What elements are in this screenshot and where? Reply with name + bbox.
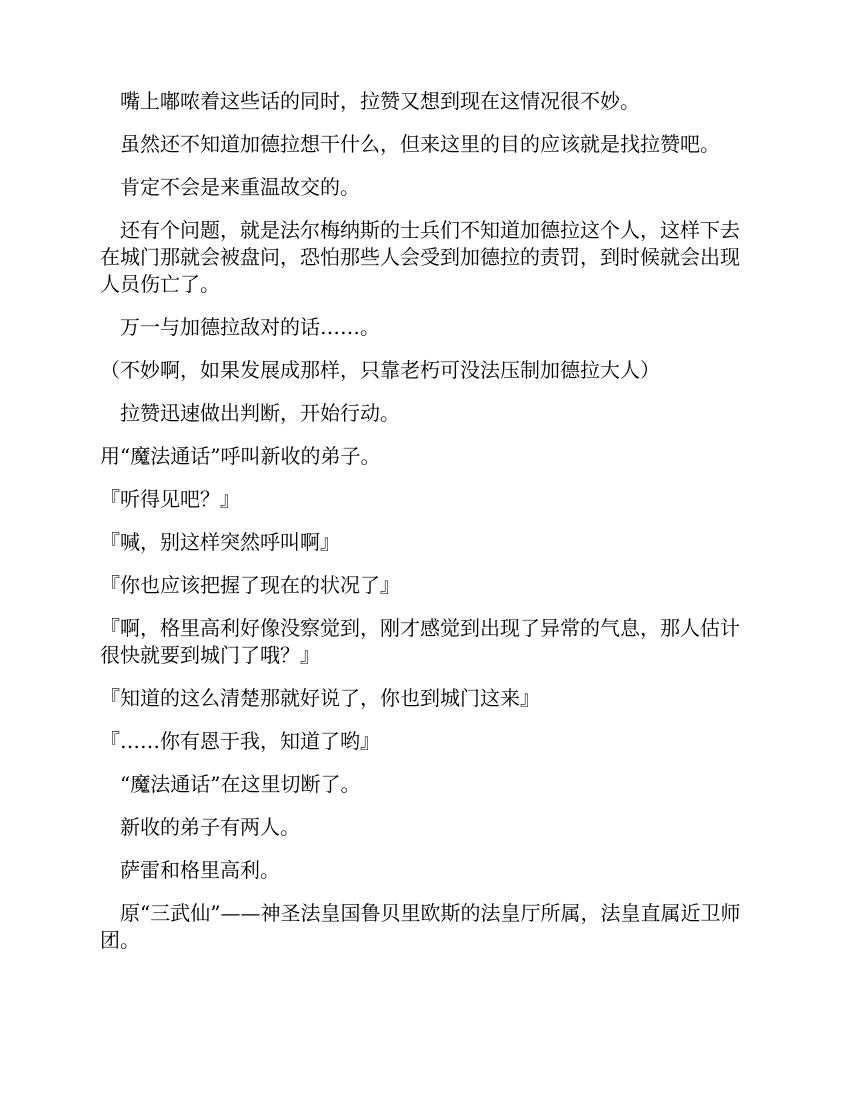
paragraph-7: 拉赞迅速做出判断，开始行动。 <box>120 401 400 425</box>
dialogue-line-4: 『啊，格里高利好像没察觉到，刚才感觉到出现了异常的气息，那人估计很快就要到城门了哦？』 <box>100 616 740 667</box>
dialogue-line-3: 『你也应该把握了现在的状况了』 <box>100 573 400 597</box>
paragraph-15: “魔法通话”在这里切断了。 <box>120 772 361 796</box>
dialogue-line-6: 『……你有恩于我，知道了哟』 <box>100 729 380 753</box>
paragraph-8: 用“魔法通话”呼叫新收的弟子。 <box>100 444 381 468</box>
dialogue-line-5: 『知道的这么清楚那就好说了，你也到城门这来』 <box>100 686 540 710</box>
paragraph-5: 万一与加德拉敌对的话……。 <box>120 315 380 339</box>
dialogue-line-1: 『听得见吧？』 <box>100 487 240 511</box>
paragraph-6: （不妙啊，如果发展成那样，只靠老朽可没法压制加德拉大人） <box>100 358 660 382</box>
document-page <box>100 88 750 970</box>
paragraph-1: 嘴上嘟哝着这些话的同时，拉赞又想到现在这情况很不妙。 <box>120 89 640 113</box>
paragraph-4: 还有个问题，就是法尔梅纳斯的士兵们不知道加德拉这个人，这样下去在城门那就会被盘问，恐怕那些人会受到加德拉的责罚，到时候就会出现人员伤亡了。 <box>100 218 740 296</box>
paragraph-16: 新收的弟子有两人。 <box>120 815 300 839</box>
paragraph-18: 原“三武仙”——神圣法皇国鲁贝里欧斯的法皇厅所属，法皇直属近卫师团。 <box>100 901 741 952</box>
paragraph-3: 肯定不会是来重温故交的。 <box>120 175 360 199</box>
dialogue-line-2: 『喊，别这样突然呼叫啊』 <box>100 530 340 554</box>
paragraph-17: 萨雷和格里高利。 <box>120 858 280 882</box>
paragraph-2: 虽然还不知道加德拉想干什么，但来这里的目的应该就是找拉赞吧。 <box>120 132 720 156</box>
